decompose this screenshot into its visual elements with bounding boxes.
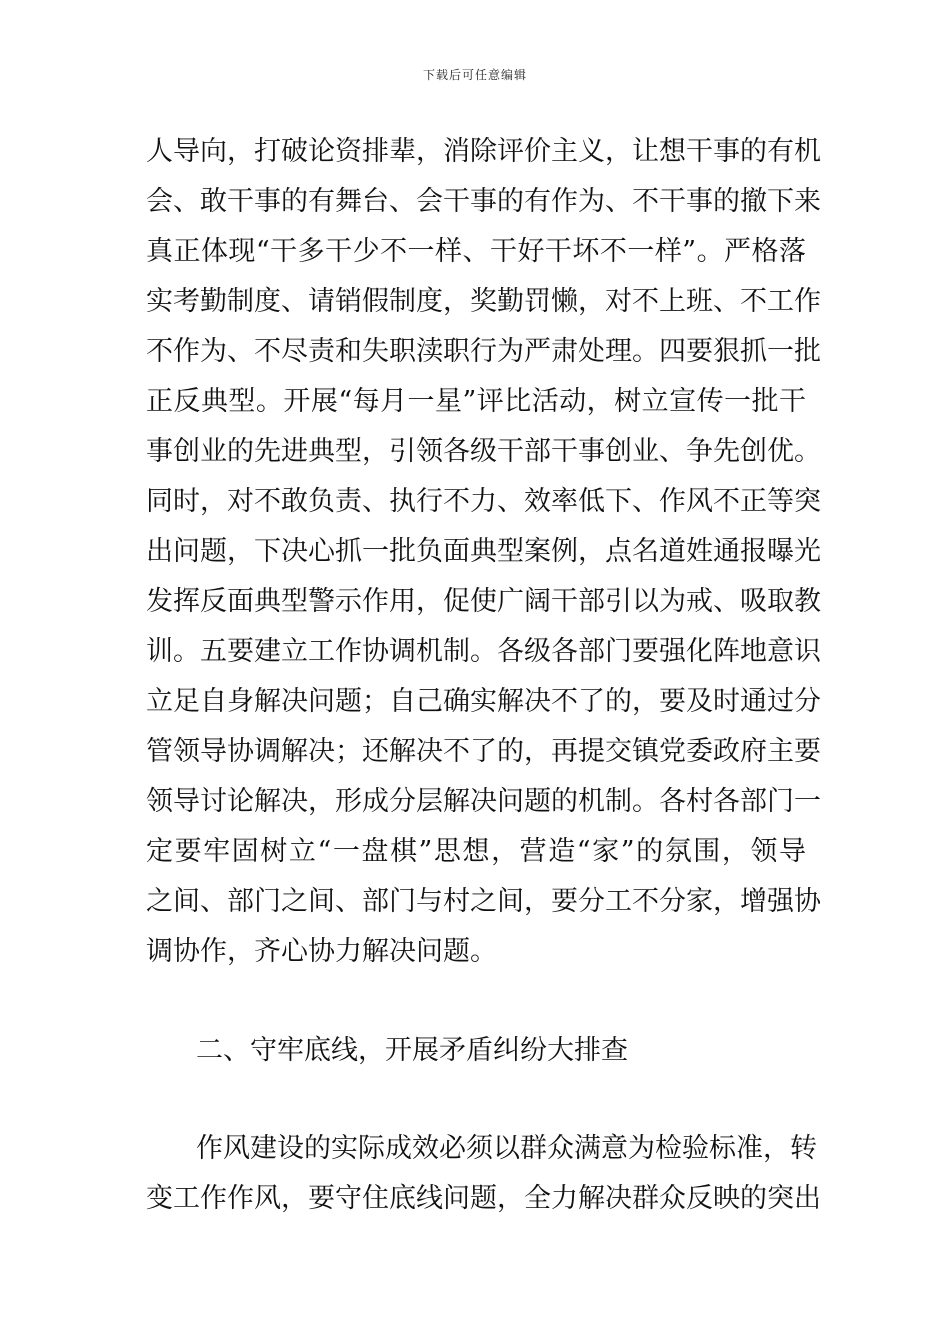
text-line: 领导讨论解决，形成分层解决问题的机制。各村各部门一: [146, 786, 821, 817]
text-line: 实考勤制度、请销假制度，奖勤罚懒，对不上班、不工作: [146, 286, 821, 317]
text-line: 变工作作风，要守住底线问题，全力解决群众反映的突出: [146, 1183, 821, 1214]
text-line: 之间、部门之间、部门与村之间，要分工不分家，增强协: [146, 886, 821, 917]
text-line: 发挥反面典型警示作用，促使广阔干部引以为戒、吸取教: [146, 586, 821, 617]
text-line: 定要牢固树立“一盘棋”思想，营造“家”的氛围，领导: [146, 836, 806, 867]
text-line: 正反典型。开展“每月一星”评比活动，树立宣传一批干: [146, 386, 806, 417]
text-line: 不作为、不尽责和失职渎职行为严肃处理。四要狠抓一批: [146, 336, 821, 367]
text-line: 训。五要建立工作协调机制。各级各部门要强化阵地意识: [146, 636, 821, 667]
text-line: 调协作，齐心协力解决问题。: [146, 936, 497, 967]
text-line: 管领导协调解决；还解决不了的，再提交镇党委政府主要: [146, 736, 821, 767]
section-heading: 二、守牢底线，开展矛盾纠纷大排查: [196, 1035, 628, 1066]
text-line: 事创业的先进典型，引领各级干部干事创业、争先创优。: [146, 436, 821, 467]
text-line: 真正体现“干多干少不一样、干好干坏不一样”。严格落: [146, 236, 806, 267]
text-line: 会、敢干事的有舞台、会干事的有作为、不干事的撤下来: [146, 186, 821, 217]
text-line: 同时，对不敢负责、执行不力、效率低下、作风不正等突: [146, 486, 821, 517]
page-header-note: 下载后可任意编辑: [422, 68, 527, 82]
text-line: 作风建设的实际成效必须以群众满意为检验标准，转: [196, 1133, 817, 1164]
text-line: 出问题，下决心抓一批负面典型案例，点名道姓通报曝光: [146, 536, 821, 567]
text-line: 立足自身解决问题；自己确实解决不了的，要及时通过分: [146, 686, 821, 717]
text-line: 人导向，打破论资排辈，消除评价主义，让想干事的有机: [146, 136, 821, 167]
